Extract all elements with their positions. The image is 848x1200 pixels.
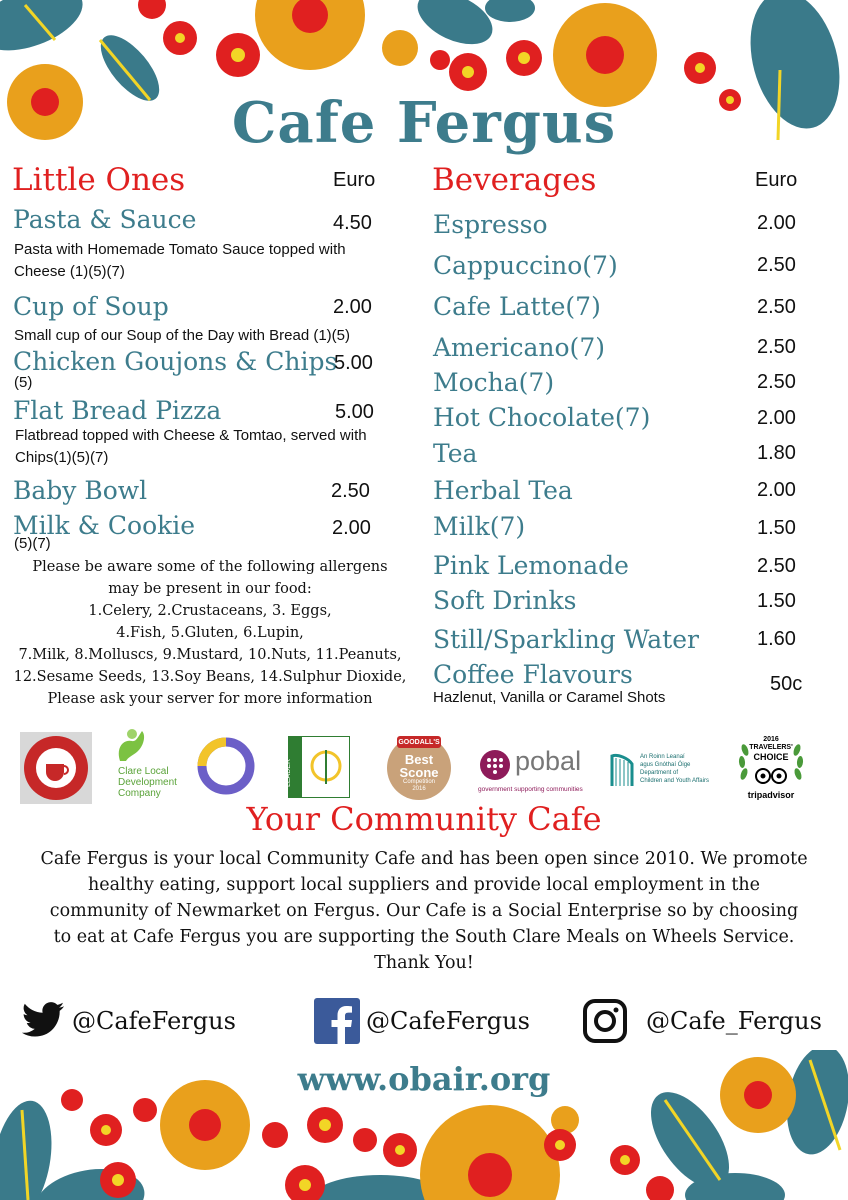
menu-item-name: Cappuccino(7) bbox=[433, 251, 618, 280]
menu-item-name: Cup of Soup bbox=[13, 292, 169, 321]
facebook-handle[interactable] bbox=[314, 996, 530, 1046]
community-heading: Your Community Cafe bbox=[246, 800, 602, 838]
instagram-icon bbox=[582, 998, 628, 1044]
floral-decoration-bottom bbox=[0, 1050, 848, 1200]
menu-item-price: 2.00 bbox=[757, 479, 796, 501]
menu-item-price: 2.50 bbox=[757, 555, 796, 577]
menu-item-name: Flat Bread Pizza bbox=[13, 396, 222, 425]
menu-item-name: Chicken Goujons & Chips bbox=[13, 347, 338, 376]
community-line: healthy eating, support local suppliers and provide local employment in the bbox=[87, 875, 760, 895]
menu-item-price: 2.00 bbox=[333, 296, 372, 318]
currency-label-beverages: Euro bbox=[755, 169, 798, 191]
menu-item-name: Still/Sparkling Water bbox=[433, 625, 699, 654]
pobal-dots-icon bbox=[478, 748, 512, 782]
menu-item-price: 2.00 bbox=[757, 407, 796, 429]
menu-item-name: Soft Drinks bbox=[433, 586, 577, 615]
menu-item-price: 1.50 bbox=[757, 517, 796, 539]
twitter-handle[interactable] bbox=[20, 996, 236, 1046]
pobal-logo-text: pobal bbox=[515, 746, 582, 776]
instagram-handle-text: @Cafe_Fergus bbox=[646, 1007, 822, 1035]
good-coffee-logo bbox=[20, 732, 92, 804]
menu-item-price: 2.00 bbox=[332, 517, 371, 539]
community-line: community of Newmarket on Fergus. Our Cafe is a Social Enterprise so by choosing bbox=[49, 901, 799, 921]
menu-item-price: 50c bbox=[770, 673, 803, 695]
menu-item-price: 2.00 bbox=[757, 212, 796, 234]
twitter-handle-text: @CafeFergus bbox=[72, 1007, 236, 1035]
menu-item-name: Espresso bbox=[433, 210, 548, 239]
menu-item-price: 2.50 bbox=[757, 371, 796, 393]
menu-item-description: (5) bbox=[14, 374, 33, 391]
pobal-tagline: government supporting communities bbox=[478, 786, 583, 793]
best-scone-text: GOODALL'S Best Scone Competition 2016 bbox=[398, 739, 440, 792]
instagram-handle[interactable] bbox=[582, 996, 822, 1046]
menu-item-name: Milk & Cookie bbox=[13, 511, 196, 540]
allergen-line: 1.Celery, 2.Crustaceans, 3. Eggs, bbox=[88, 603, 332, 619]
menu-item-description: Hazlenut, Vanilla or Caramel Shots bbox=[433, 689, 666, 706]
allergen-line: 12.Sesame Seeds, 13.Soy Beans, 14.Sulphur Dioxide, bbox=[13, 669, 407, 685]
section-heading-little-ones: Little Ones bbox=[12, 162, 186, 198]
menu-item-price: 2.50 bbox=[757, 336, 796, 358]
community-line: Thank You! bbox=[374, 953, 474, 973]
ring-logo bbox=[195, 735, 257, 797]
leader-logo-text: LEADER bbox=[285, 758, 292, 787]
menu-item-price: 5.00 bbox=[335, 401, 374, 423]
menu-item-name: Herbal Tea bbox=[433, 476, 573, 505]
menu-item-price: 2.50 bbox=[331, 480, 370, 502]
allergen-notice bbox=[10, 556, 410, 710]
menu-item-name: Pasta & Sauce bbox=[13, 205, 197, 234]
menu-item-name: Pink Lemonade bbox=[433, 551, 629, 580]
tripadvisor-text: 2016 TRAVELERS' CHOICE tripadvisor bbox=[747, 736, 795, 800]
page-title: Cafe Fergus bbox=[231, 90, 617, 156]
menu-item-price: 1.50 bbox=[757, 590, 796, 612]
menu-item-description: Pasta with Homemade Tomato Sauce topped with Cheese (1)(5)(7) bbox=[14, 241, 346, 280]
clare-local-hand-icon bbox=[112, 725, 152, 765]
allergen-line: Please ask your server for more information bbox=[47, 691, 373, 707]
menu-item-price: 1.80 bbox=[757, 442, 796, 464]
allergen-line: may be present in our food: bbox=[108, 581, 312, 597]
facebook-handle-text: @CafeFergus bbox=[366, 1007, 530, 1035]
menu-item-name: Baby Bowl bbox=[13, 476, 148, 505]
leader-logo bbox=[288, 736, 350, 798]
menu-item-name: Tea bbox=[433, 439, 478, 468]
menu-item-description: (5)(7) bbox=[14, 535, 51, 552]
menu-item-name: Cafe Latte(7) bbox=[433, 292, 601, 321]
community-line: Cafe Fergus is your local Community Cafe and has been open since 2010. We promote bbox=[40, 849, 808, 869]
allergen-line: 7.Milk, 8.Molluscs, 9.Mustard, 10.Nuts, 11.Peanuts, bbox=[18, 647, 402, 663]
facebook-icon bbox=[314, 998, 360, 1044]
menu-item-name: Coffee Flavours bbox=[433, 660, 633, 689]
menu-item-name: Milk(7) bbox=[433, 512, 526, 541]
twitter-bird-icon bbox=[20, 1001, 66, 1041]
menu-item-price: 1.60 bbox=[757, 628, 796, 650]
community-line: to eat at Cafe Fergus you are supporting the South Clare Meals on Wheels Service. bbox=[53, 927, 795, 947]
menu-item-price: 2.50 bbox=[757, 254, 796, 276]
section-heading-beverages: Beverages bbox=[432, 162, 597, 198]
allergen-line: Please be aware some of the following allergens bbox=[32, 559, 388, 575]
menu-item-price: 4.50 bbox=[333, 212, 372, 234]
menu-item-name: Americano(7) bbox=[433, 333, 605, 362]
department-logo-text: An Roinn Leanaí agus Gnóthaí Óige Department of Children and Youth Affairs bbox=[640, 754, 709, 784]
currency-label-little-ones: Euro bbox=[333, 169, 376, 191]
menu-item-name: Hot Chocolate(7) bbox=[433, 403, 651, 432]
menu-item-description: Flatbread topped with Cheese & Tomtao, served with Chips(1)(5)(7) bbox=[15, 427, 367, 466]
menu-item-description: Small cup of our Soup of the Day with Bread (1)(5) bbox=[14, 327, 350, 344]
harp-icon bbox=[608, 750, 636, 790]
community-description bbox=[20, 846, 828, 976]
website-link[interactable]: www.obair.org bbox=[297, 1060, 551, 1098]
menu-item-name: Mocha(7) bbox=[433, 368, 555, 397]
sponsor-logos bbox=[0, 730, 848, 805]
clare-local-logo-text: Clare Local Development Company bbox=[118, 766, 177, 799]
allergen-line: 4.Fish, 5.Gluten, 6.Lupin, bbox=[116, 625, 304, 641]
menu-item-price: 2.50 bbox=[757, 296, 796, 318]
menu-item-price: 5.00 bbox=[334, 352, 373, 374]
